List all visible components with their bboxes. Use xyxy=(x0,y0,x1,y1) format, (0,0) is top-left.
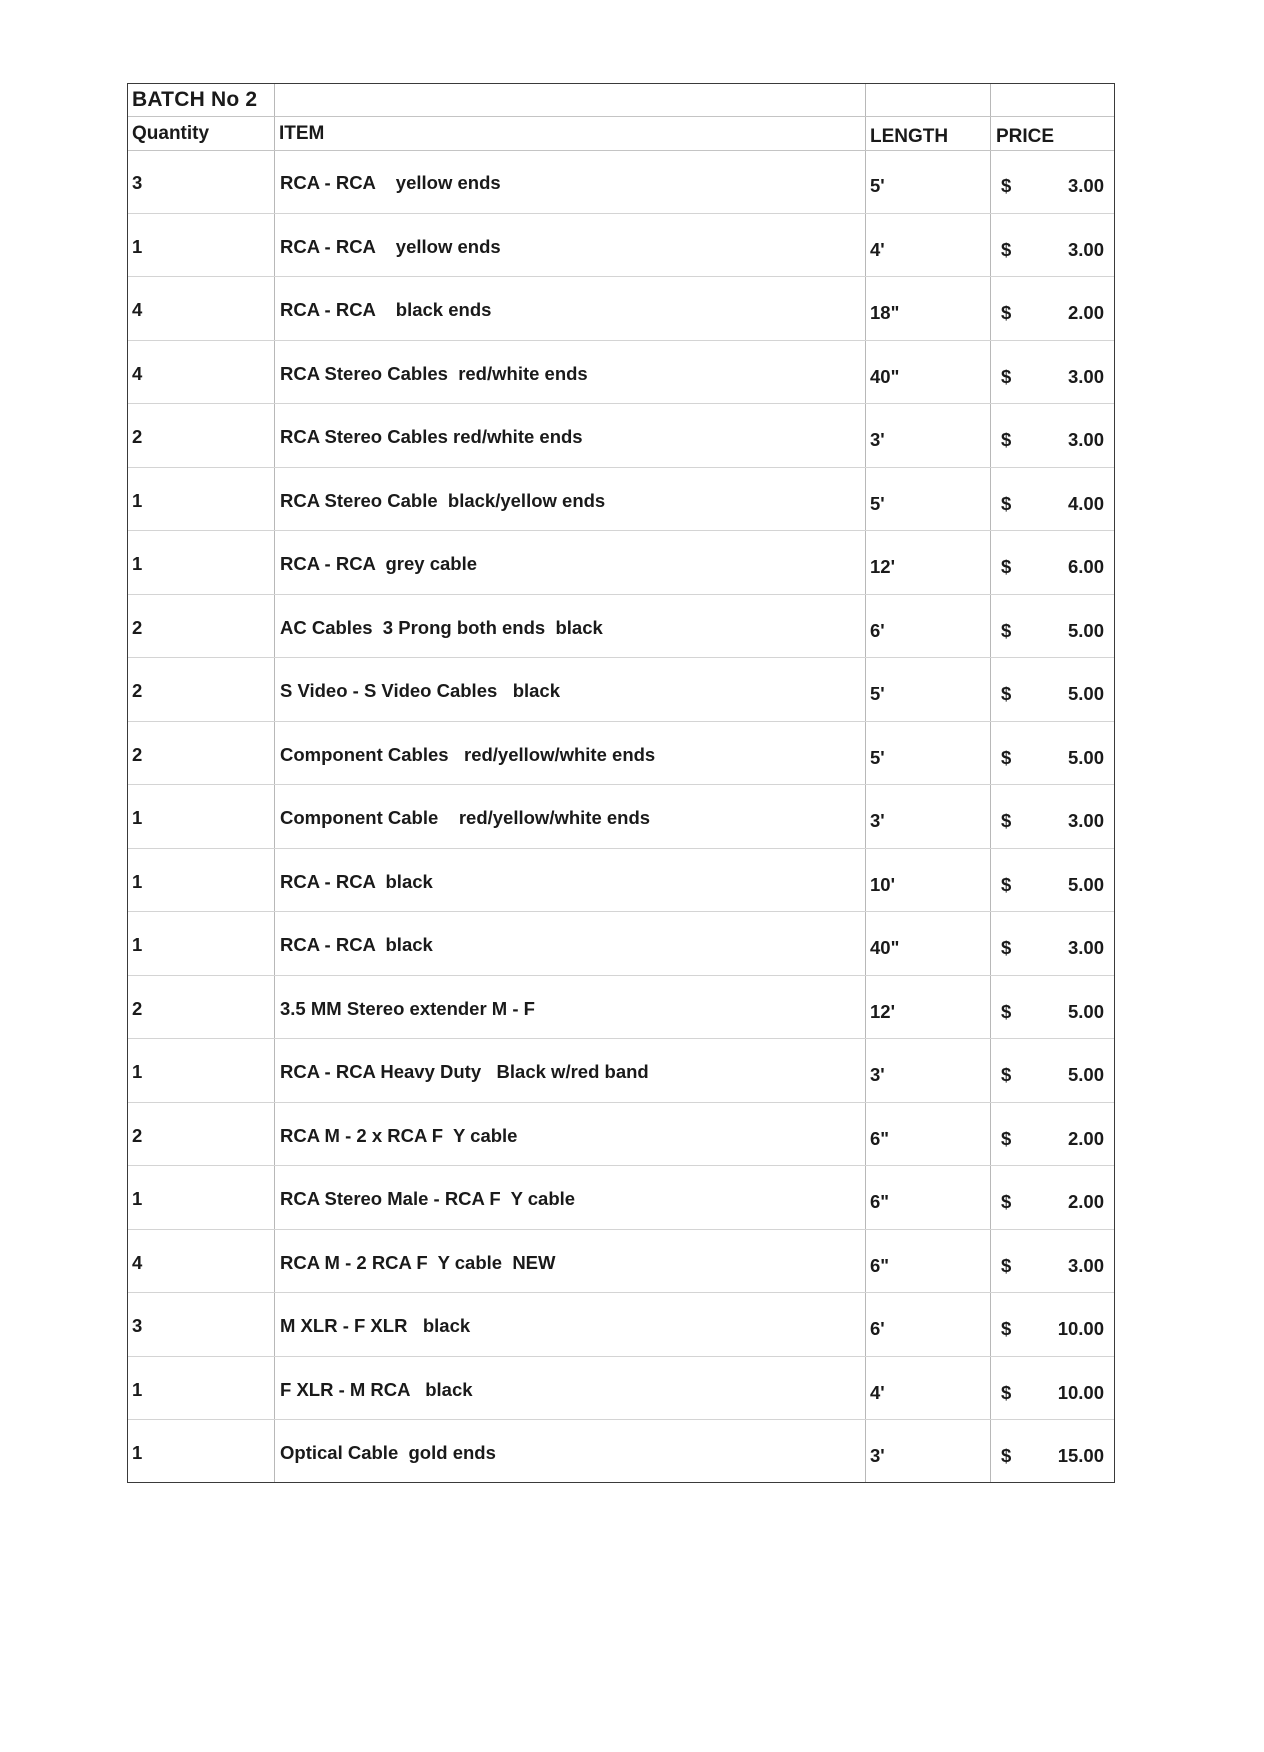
length-cell: 3' xyxy=(870,810,885,831)
price-cell: 5.00 xyxy=(1067,1000,1104,1022)
quantity-cell: 2 xyxy=(132,680,143,701)
table-row xyxy=(128,468,1114,532)
price-cell: 3.00 xyxy=(1067,1254,1104,1276)
currency-symbol: $ xyxy=(1001,1000,1012,1022)
price-cell: 15.00 xyxy=(1057,1445,1104,1466)
table-row xyxy=(128,531,1114,595)
item-cell: RCA M - 2 RCA F Y cable NEW xyxy=(280,1251,556,1273)
price-cell: 3.00 xyxy=(1067,365,1104,387)
length-cell: 12' xyxy=(870,1000,895,1022)
table-row xyxy=(128,976,1114,1040)
currency-symbol: $ xyxy=(1001,429,1012,450)
length-cell: 3' xyxy=(870,1445,885,1466)
header-quantity: Quantity xyxy=(132,123,210,144)
price-cell: 3.00 xyxy=(1067,937,1104,958)
currency-symbol: $ xyxy=(1001,1191,1012,1212)
quantity-cell: 1 xyxy=(132,1378,143,1400)
item-cell: RCA M - 2 x RCA F Y cable xyxy=(280,1124,518,1146)
item-cell: RCA - RCA black ends xyxy=(280,299,492,320)
quantity-cell: 1 xyxy=(132,1188,143,1209)
item-cell: AC Cables 3 Prong both ends black xyxy=(280,616,603,638)
table-row xyxy=(128,1293,1114,1357)
length-cell: 12' xyxy=(870,556,895,577)
quantity-cell: 1 xyxy=(132,489,143,511)
quantity-cell: 1 xyxy=(132,235,143,257)
currency-symbol: $ xyxy=(1001,492,1012,514)
item-cell: 3.5 MM Stereo extender M - F xyxy=(280,997,535,1019)
table-row xyxy=(128,849,1114,913)
length-cell: 4' xyxy=(870,238,885,260)
header-price: PRICE xyxy=(996,126,1055,147)
price-cell: 3.00 xyxy=(1067,238,1104,260)
length-cell: 40" xyxy=(870,937,900,958)
item-cell: Component Cable red/yellow/white ends xyxy=(280,807,651,828)
currency-symbol: $ xyxy=(1001,937,1012,958)
length-cell: 18" xyxy=(870,302,900,323)
header-item: ITEM xyxy=(279,123,325,144)
currency-symbol: $ xyxy=(1001,746,1012,768)
table-row xyxy=(128,658,1114,722)
quantity-cell: 2 xyxy=(132,426,143,447)
length-cell: 4' xyxy=(870,1381,885,1403)
batch-title: BATCH No 2 xyxy=(132,88,258,111)
item-cell: RCA - RCA yellow ends xyxy=(280,235,501,257)
table-row xyxy=(128,595,1114,659)
price-list-table xyxy=(127,83,1115,1483)
quantity-cell: 1 xyxy=(132,870,143,892)
table-row xyxy=(128,341,1114,405)
length-cell: 5' xyxy=(870,175,885,196)
length-cell: 5' xyxy=(870,492,885,514)
quantity-cell: 2 xyxy=(132,997,143,1019)
length-cell: 6" xyxy=(870,1127,890,1149)
price-cell: 5.00 xyxy=(1067,683,1104,704)
quantity-cell: 1 xyxy=(132,934,143,955)
item-cell: Component Cables red/yellow/white ends xyxy=(280,743,656,765)
table-row xyxy=(128,912,1114,976)
currency-symbol: $ xyxy=(1001,556,1012,577)
price-cell: 5.00 xyxy=(1067,1064,1104,1085)
length-cell: 40" xyxy=(870,365,900,387)
price-cell: 10.00 xyxy=(1057,1381,1104,1403)
item-cell: M XLR - F XLR black xyxy=(280,1315,471,1336)
quantity-cell: 1 xyxy=(132,1442,143,1463)
length-cell: 3' xyxy=(870,429,885,450)
price-cell: 5.00 xyxy=(1067,873,1104,895)
item-cell: F XLR - M RCA black xyxy=(280,1378,473,1400)
quantity-cell: 3 xyxy=(132,172,143,193)
currency-symbol: $ xyxy=(1001,1127,1012,1149)
price-cell: 3.00 xyxy=(1067,429,1104,450)
price-cell: 2.00 xyxy=(1067,302,1104,323)
currency-symbol: $ xyxy=(1001,1064,1012,1085)
quantity-cell: 2 xyxy=(132,743,143,765)
quantity-cell: 1 xyxy=(132,807,143,828)
quantity-cell: 2 xyxy=(132,1124,143,1146)
length-cell: 6" xyxy=(870,1254,890,1276)
price-cell: 4.00 xyxy=(1067,492,1104,514)
item-cell: S Video - S Video Cables black xyxy=(280,680,561,701)
price-cell: 10.00 xyxy=(1057,1318,1104,1339)
currency-symbol: $ xyxy=(1001,683,1012,704)
table-row xyxy=(128,1166,1114,1230)
length-cell: 6' xyxy=(870,619,885,641)
quantity-cell: 4 xyxy=(132,1251,143,1273)
quantity-cell: 3 xyxy=(132,1315,143,1336)
length-cell: 3' xyxy=(870,1064,885,1085)
table-body xyxy=(128,150,1114,1484)
currency-symbol: $ xyxy=(1001,302,1012,323)
price-cell: 5.00 xyxy=(1067,619,1104,641)
item-cell: RCA - RCA grey cable xyxy=(280,553,478,574)
item-cell: RCA - RCA yellow ends xyxy=(280,172,501,193)
price-cell: 2.00 xyxy=(1067,1191,1104,1212)
item-cell: RCA - RCA black xyxy=(280,934,433,955)
table-row xyxy=(128,404,1114,468)
price-cell: 5.00 xyxy=(1067,746,1104,768)
currency-symbol: $ xyxy=(1001,1445,1012,1466)
currency-symbol: $ xyxy=(1001,175,1012,196)
quantity-cell: 1 xyxy=(132,553,143,574)
price-cell: 6.00 xyxy=(1067,556,1104,577)
quantity-cell: 4 xyxy=(132,299,143,320)
table-row xyxy=(128,1039,1114,1103)
table-row xyxy=(128,1103,1114,1167)
currency-symbol: $ xyxy=(1001,619,1012,641)
table-row xyxy=(128,1357,1114,1421)
price-cell: 3.00 xyxy=(1067,175,1104,196)
item-cell: RCA Stereo Cables red/white ends xyxy=(280,426,583,447)
currency-symbol: $ xyxy=(1001,1254,1012,1276)
item-cell: RCA Stereo Cables red/white ends xyxy=(280,362,588,384)
length-cell: 5' xyxy=(870,683,885,704)
currency-symbol: $ xyxy=(1001,873,1012,895)
table-row xyxy=(128,214,1114,278)
item-cell: RCA Stereo Cable black/yellow ends xyxy=(280,489,606,511)
length-cell: 6" xyxy=(870,1191,890,1212)
price-cell: 2.00 xyxy=(1067,1127,1104,1149)
currency-symbol: $ xyxy=(1001,1318,1012,1339)
item-cell: Optical Cable gold ends xyxy=(280,1442,496,1463)
header-length: LENGTH xyxy=(870,126,949,147)
length-cell: 5' xyxy=(870,746,885,768)
table-row xyxy=(128,150,1114,214)
item-cell: RCA - RCA black xyxy=(280,870,433,892)
length-cell: 10' xyxy=(870,873,895,895)
price-cell: 3.00 xyxy=(1067,810,1104,831)
table-row xyxy=(128,1230,1114,1294)
currency-symbol: $ xyxy=(1001,810,1012,831)
table-row xyxy=(128,722,1114,786)
table-header-row xyxy=(128,116,1114,151)
table-row xyxy=(128,277,1114,341)
item-cell: RCA - RCA Heavy Duty Black w/red band xyxy=(280,1061,649,1082)
table-row xyxy=(128,1420,1114,1484)
quantity-cell: 4 xyxy=(132,362,143,384)
currency-symbol: $ xyxy=(1001,365,1012,387)
length-cell: 6' xyxy=(870,1318,885,1339)
item-cell: RCA Stereo Male - RCA F Y cable xyxy=(280,1188,576,1209)
quantity-cell: 1 xyxy=(132,1061,143,1082)
table-row xyxy=(128,785,1114,849)
currency-symbol: $ xyxy=(1001,1381,1012,1403)
quantity-cell: 2 xyxy=(132,616,143,638)
currency-symbol: $ xyxy=(1001,238,1012,260)
